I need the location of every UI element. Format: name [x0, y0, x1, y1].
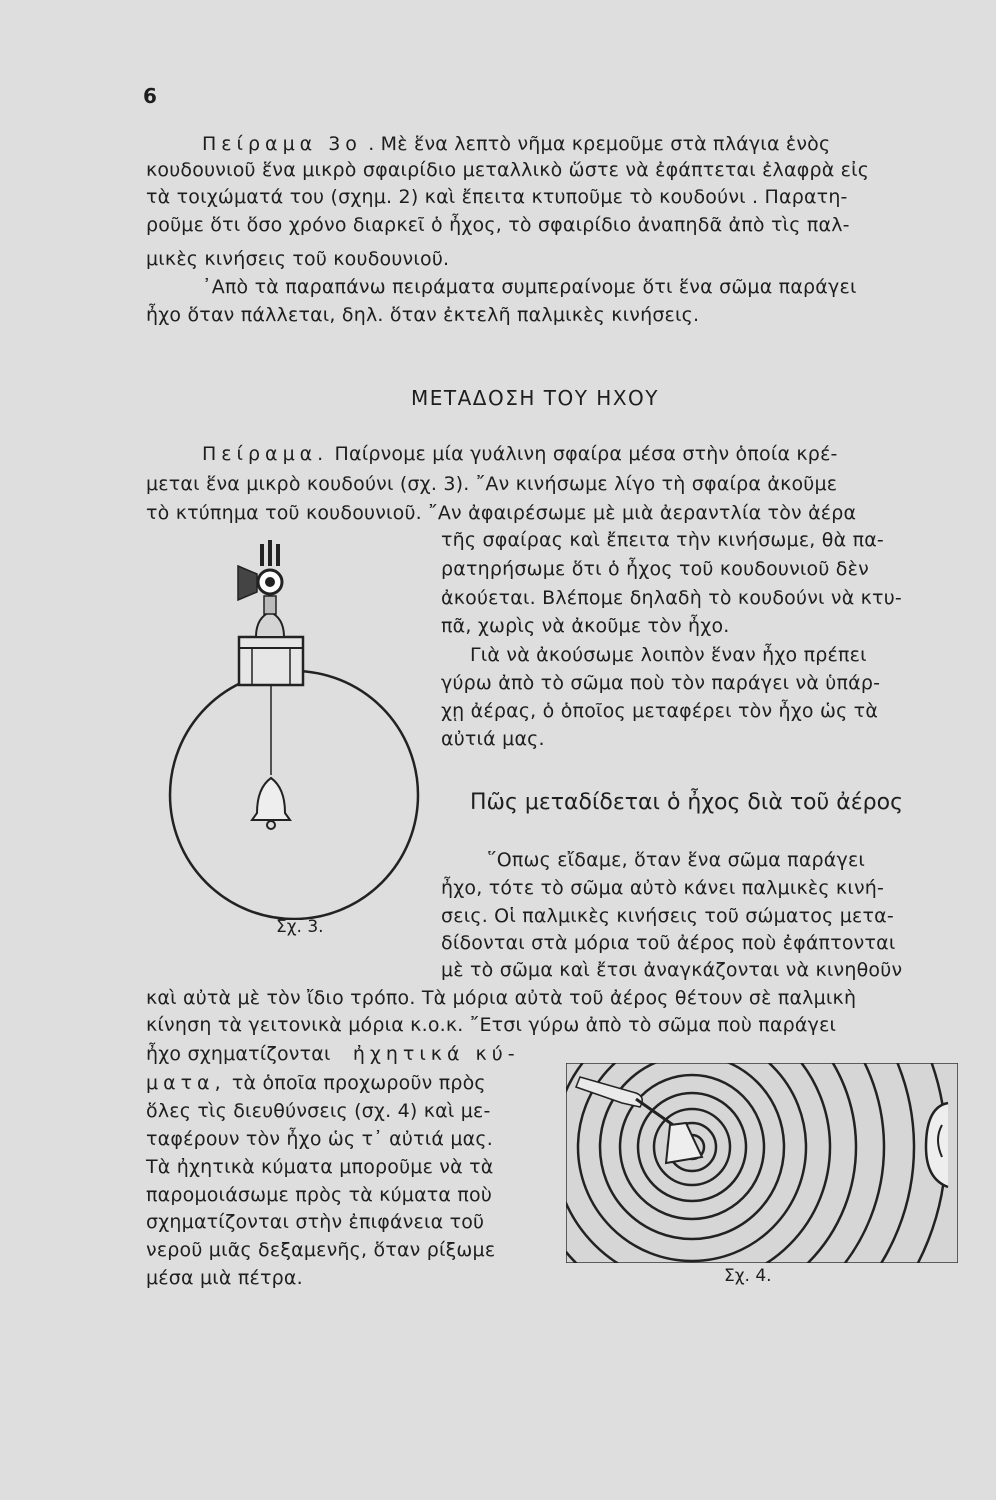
- experiment-line-9: γύρω ἀπὸ τὸ σῶμα ποὺ τὸν παράγει νὰ ὑπάρ-: [441, 672, 881, 694]
- experiment-line-10: χῃ ἀέρας, ὁ ὁποῖος μεταφέρει τὸν ἦχο ὡς τὰ: [441, 700, 879, 722]
- experiment-label: Πείραμα.: [202, 443, 329, 465]
- air-line-16: μέσα μιὰ πέτρα.: [146, 1267, 303, 1289]
- experiment-line-2: μεται ἕνα μικρὸ κουδούνι (σχ. 3). ῎Αν κινήσωμε λίγο τὴ σφαίρα ἀκοῦμε: [146, 473, 838, 495]
- air-line-2: ἦχο, τότε τὸ σῶμα αὐτὸ κάνει παλμικὲς κινή-: [441, 877, 885, 899]
- section-heading: ΜΕΤΑΔΟΣΗ ΤΟΥ ΗΧΟΥ: [411, 386, 659, 410]
- figure-3-bell-in-sphere: [160, 530, 430, 920]
- air-line-1: ῞Οπως εἴδαμε, ὅταν ἕνα σῶμα παράγει: [487, 849, 866, 871]
- experiment-line-6: ἀκούεται. Βλέπομε δηλαδὴ τὸ κουδούνι νὰ κτυ-: [441, 587, 902, 609]
- figure-3-caption: Σχ. 3.: [276, 917, 324, 937]
- air-line-11: ταφέρουν τὸν ἦχο ὡς τ᾿ αὐτιά μας.: [146, 1128, 493, 1150]
- air-line-14: σχηματίζονται στὴν ἐπιφάνεια τοῦ: [146, 1211, 485, 1233]
- experiment-line-11: αὐτιά μας.: [441, 728, 545, 750]
- air-line-5: μὲ τὸ σῶμα καὶ ἔτσι ἀναγκάζονται νὰ κινηθοῦν: [441, 959, 903, 981]
- air-line-13: παρομοιάσωμε πρὸς τὰ κύματα ποὺ: [146, 1184, 493, 1206]
- air-line-9: ματα, τὰ ὁποῖα προχωροῦν πρὸς: [146, 1072, 486, 1094]
- figure-4-caption: Σχ. 4.: [724, 1266, 772, 1286]
- conclusion-line-1: ᾿Απὸ τὰ παραπάνω πειράματα συμπεραίνομε ὅτι ἕνα σῶμα παράγει: [202, 276, 857, 298]
- experiment-line-3: τὸ κτύπημα τοῦ κουδουνιοῦ. ῎Αν ἀφαιρέσωμε μὲ μιὰ ἀεραντλία τὸν ἀέρα: [146, 502, 857, 524]
- air-line-12: Τὰ ἠχητικὰ κύματα μποροῦμε νὰ τὰ: [146, 1156, 494, 1178]
- experiment3-line-2: κουδουνιοῦ ἕνα μικρὸ σφαιρίδιο μεταλλικὸ ὥστε νὰ ἐφάπτεται ἐλαφρὰ εἰς: [146, 159, 870, 181]
- conclusion-line-2: ἦχο ὅταν πάλλεται, δηλ. ὅταν ἐκτελῆ παλμικὲς κινήσεις.: [146, 304, 700, 326]
- experiment3-line-4: ροῦμε ὅτι ὅσο χρόνο διαρκεῖ ὁ ἦχος, τὸ σφαιρίδιο ἀναπηδᾶ ἀπὸ τὶς παλ-: [146, 214, 850, 236]
- experiment-line-8: Γιὰ νὰ ἀκούσωμε λοιπὸν ἕναν ἦχο πρέπει: [470, 644, 867, 666]
- air-line-15: νεροῦ μιᾶς δεξαμενῆς, ὅταν ρίξωμε: [146, 1239, 496, 1261]
- experiment-line-7: πᾶ, χωρὶς νὰ ἀκοῦμε τὸν ἦχο.: [441, 615, 730, 637]
- air-line-10: ὅλες τὶς διευθύνσεις (σχ. 4) καὶ με-: [146, 1100, 491, 1122]
- subheading: Πῶς μεταδίδεται ὁ ἦχος διὰ τοῦ ἀέρος: [470, 790, 903, 815]
- experiment-line-5: ρατηρήσωμε ὅτι ὁ ἦχος τοῦ κουδουνιοῦ δὲν: [441, 558, 869, 580]
- air-line-6: καὶ αὐτὰ μὲ τὸν ἴδιο τρόπο. Τὰ μόρια αὐτὰ τοῦ ἀέρος θέτουν σὲ παλμικὴ: [146, 987, 857, 1009]
- emphasis-sound-waves: ἠχητικά κύ-: [352, 1043, 520, 1065]
- experiment-line-4: τῆς σφαίρας καὶ ἔπειτα τὴν κινήσωμε, θὰ πα-: [441, 529, 884, 551]
- experiment3-line-5: μικὲς κινήσεις τοῦ κουδουνιοῦ.: [146, 248, 450, 270]
- air-line-8: ἦχο σχηματίζονται ἠχητικά κύ-: [146, 1043, 520, 1065]
- figure-4-sound-waves: [566, 1063, 958, 1263]
- air-line-4: δίδονται στὰ μόρια τοῦ ἀέρος ποὺ ἐφάπτονται: [441, 932, 896, 954]
- experiment3-label: Πείραμα 3ο: [202, 133, 362, 155]
- air-line-7: κίνηση τὰ γειτονικὰ μόρια κ.ο.κ. ῎Ετσι γύρω ἀπὸ τὸ σῶμα ποὺ παράγει: [146, 1014, 837, 1036]
- page-number: 6: [143, 84, 157, 108]
- experiment-line-1: Πείραμα. Παίρνομε μία γυάλινη σφαίρα μέσα στὴν ὁποία κρέ-: [202, 443, 838, 465]
- experiment3-line-3: τὰ τοιχώματά του (σχημ. 2) καὶ ἔπειτα κτυποῦμε τὸ κουδούνι . Παρατη-: [146, 186, 848, 208]
- air-line-3: σεις. Οἱ παλμικὲς κινήσεις τοῦ σώματος μετα-: [441, 905, 894, 927]
- experiment3-line-1: Πείραμα 3ο . Μὲ ἕνα λεπτὸ νῆμα κρεμοῦμε στὰ πλάγια ἑνὸς: [202, 133, 831, 155]
